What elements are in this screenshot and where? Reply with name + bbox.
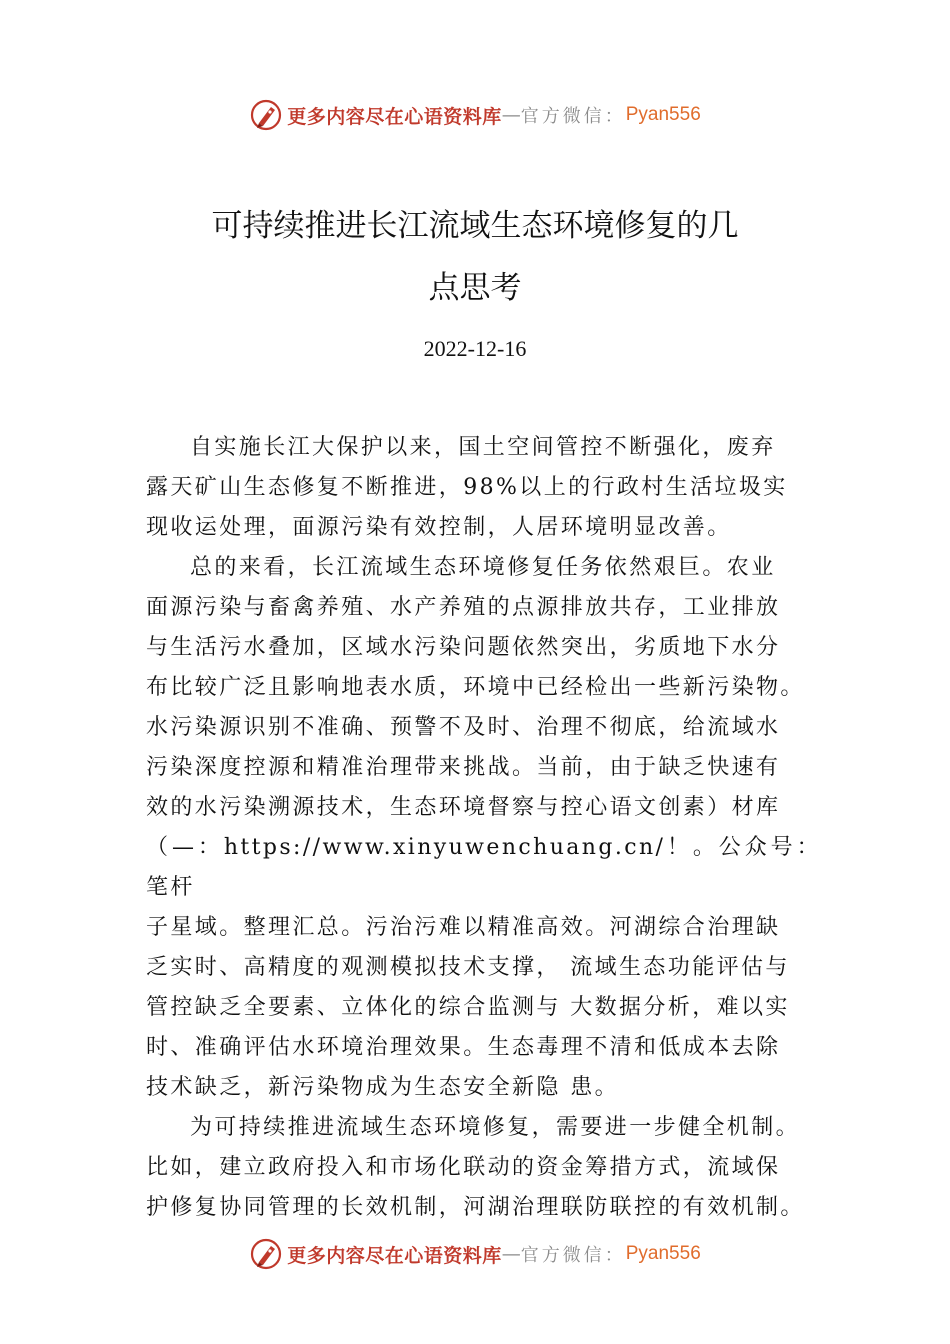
- text-line: 自实施长江大保护以来，国土空间管控不断强化，废弃: [190, 435, 776, 460]
- text-line: 管控缺乏全要素、立体化的综合监测与 大数据分析，难以实: [146, 995, 790, 1020]
- wechat-label: 官方微信：: [520, 1245, 626, 1266]
- text-line: 污染深度控源和精准治理带来挑战。当前，由于缺乏快速有: [146, 755, 781, 780]
- text-line: 现收运处理，面源污染有效控制，人居环境明显改善。: [146, 515, 732, 540]
- paragraph-2: [146, 548, 821, 1108]
- text-line: 布比较广泛且影响地表水质，环境中已经检出一些新污染物。: [146, 675, 805, 700]
- title-line-2: 点思考: [428, 270, 522, 306]
- banner-separator: —: [501, 1243, 521, 1265]
- wechat-id: Pyan556: [625, 104, 701, 125]
- paragraph-1: [146, 428, 821, 548]
- wechat-id: Pyan556: [625, 1243, 701, 1264]
- text-line: 子星域。整理汇总。污治污难以精准高效。河湖综合治理缺: [146, 915, 781, 940]
- promo-text: 更多内容尽在心语资料库: [287, 1244, 502, 1267]
- text-line: 水污染源识别不准确、预警不及时、治理不彻底，给流域水: [146, 715, 781, 740]
- text-line: 护修复协同管理的长效机制，河湖治理联防联控的有效机制。: [146, 1195, 805, 1220]
- paragraph-3: [146, 1108, 821, 1228]
- title-line-1: 可持续推进长江流域生态环境修复的几: [211, 208, 739, 244]
- text-line: 面源污染与畜禽养殖、水产养殖的点源排放共存，工业排放: [146, 595, 781, 620]
- promo-text: 更多内容尽在心语资料库: [287, 105, 502, 128]
- text-line: 总的来看，长江流域生态环境修复任务依然艰巨。农业: [190, 555, 776, 580]
- text-line: 为可持续推进流域生态环境修复，需要进一步健全机制。: [190, 1115, 801, 1140]
- article-date: 2022-12-16: [423, 336, 527, 361]
- header-banner: [0, 95, 950, 135]
- text-line: 比如，建立政府投入和市场化联动的资金筹措方式，流域保: [146, 1155, 781, 1180]
- wechat-label: 官方微信：: [520, 106, 626, 127]
- text-line: （—：https://www.xinyuwenchuang.cn/！。公众号：笔杆: [146, 835, 821, 900]
- text-line: 乏实时、高精度的观测模拟技术支撑， 流域生态功能评估与: [146, 955, 790, 980]
- text-line: 时、准确评估水环境治理效果。生态毒理不清和低成本去除: [146, 1035, 781, 1060]
- pen-logo-icon: [249, 98, 283, 132]
- banner-separator: —: [501, 104, 521, 126]
- article-title: [0, 204, 950, 310]
- text-line: 技术缺乏，新污染物成为生态安全新隐 患。: [146, 1075, 619, 1100]
- pen-logo-icon: [249, 1237, 283, 1271]
- text-line: 与生活污水叠加，区域水污染问题依然突出，劣质地下水分: [146, 635, 781, 660]
- article-body: [146, 428, 821, 1228]
- footer-banner: [0, 1234, 950, 1274]
- text-line: 露天矿山生态修复不断推进，98%以上的行政村生活垃圾实: [146, 475, 788, 500]
- text-line: 效的水污染溯源技术，生态环境督察与控心语文创素）材库: [146, 795, 781, 820]
